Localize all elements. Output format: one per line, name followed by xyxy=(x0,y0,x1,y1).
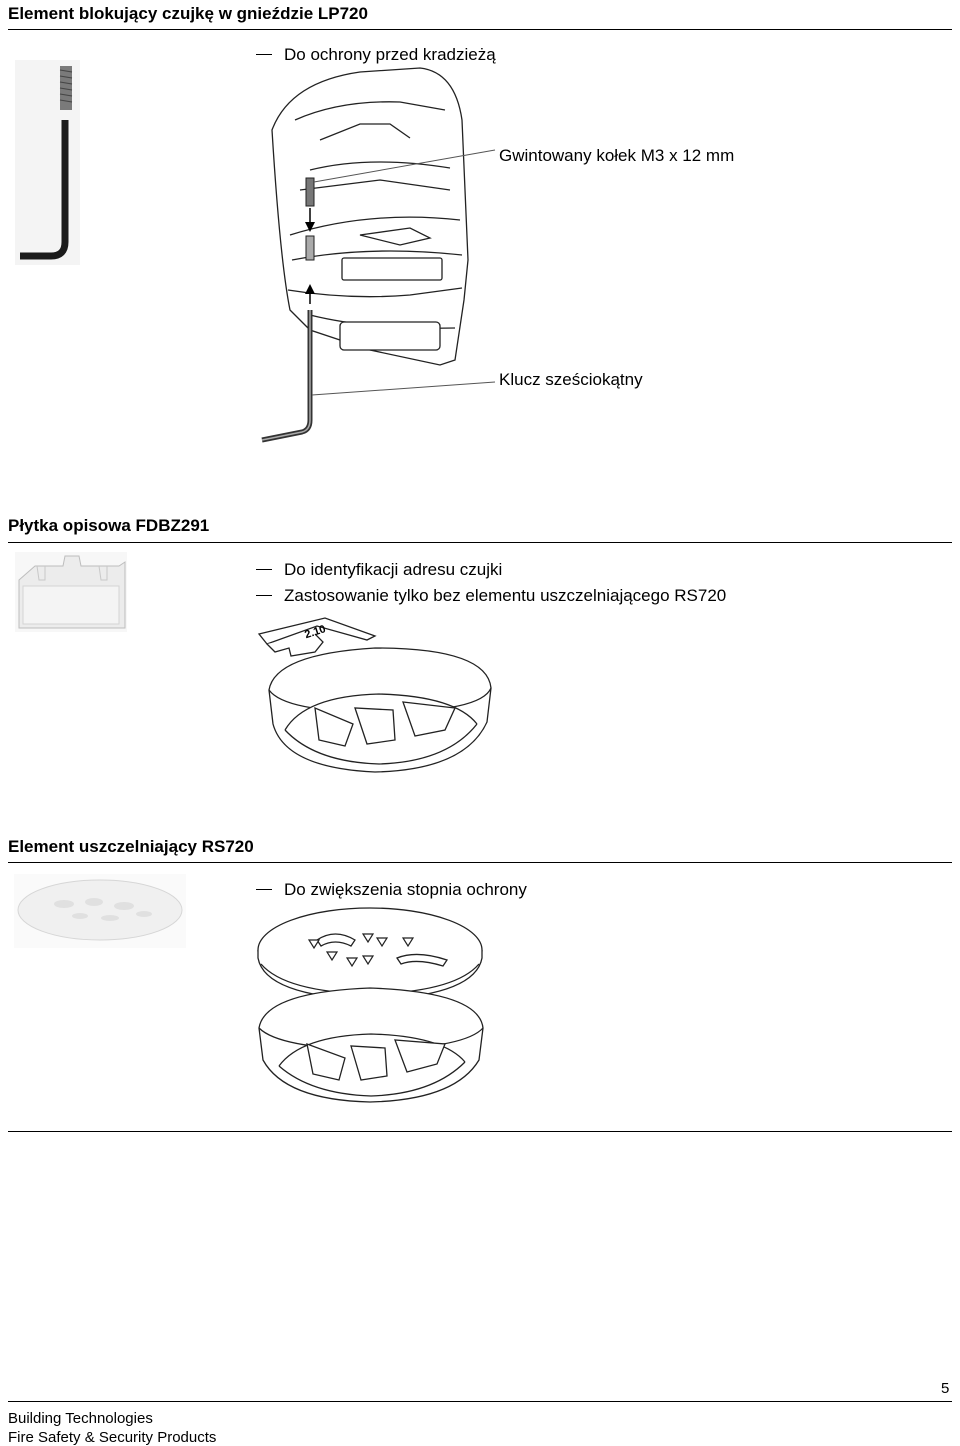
bullet-item xyxy=(256,560,502,580)
label-plate-photo xyxy=(15,552,127,632)
section-title-fdbz291: Płytka opisowa FDBZ291 xyxy=(8,516,210,535)
bullet-text: Do zwiększenia stopnia ochrony xyxy=(284,880,527,899)
section-divider xyxy=(8,862,952,863)
bullet-item xyxy=(256,880,527,900)
section-divider xyxy=(8,29,952,30)
callout-hex-key: Klucz sześciokątny xyxy=(499,370,643,389)
section-divider xyxy=(8,542,952,543)
bullet-item xyxy=(256,586,726,606)
footer-division-line: Fire Safety & Security Products xyxy=(8,1429,217,1446)
plate-address-text: 2.10 xyxy=(303,623,328,642)
sealing-element-photo xyxy=(14,874,186,948)
footer-company-line: Building Technologies xyxy=(8,1410,153,1427)
detector-locking-drawing xyxy=(250,60,520,450)
bullet-dash xyxy=(256,889,272,890)
callout-screw: Gwintowany kołek M3 x 12 mm xyxy=(499,146,735,165)
base-with-label-plate-drawing xyxy=(255,612,505,782)
bullet-text: Do identyfikacji adresu czujki xyxy=(284,560,503,579)
section-title-rs720: Element uszczelniający RS720 xyxy=(8,837,254,856)
page-number: 5 xyxy=(941,1380,950,1397)
bullet-text: Do ochrony przed kradzieżą xyxy=(284,45,496,64)
bullet-text: Zastosowanie tylko bez elementu uszczelniającego RS720 xyxy=(284,586,727,605)
footer-divider xyxy=(8,1401,952,1402)
screw-and-key-photo xyxy=(15,60,80,265)
section-title-lp720: Element blokujący czujkę w gnieździe LP720 xyxy=(8,4,368,23)
bullet-dash xyxy=(256,54,272,55)
sealing-element-drawing xyxy=(255,904,485,1104)
bullet-dash xyxy=(256,569,272,570)
section-divider xyxy=(8,1131,952,1132)
bullet-dash xyxy=(256,595,272,596)
